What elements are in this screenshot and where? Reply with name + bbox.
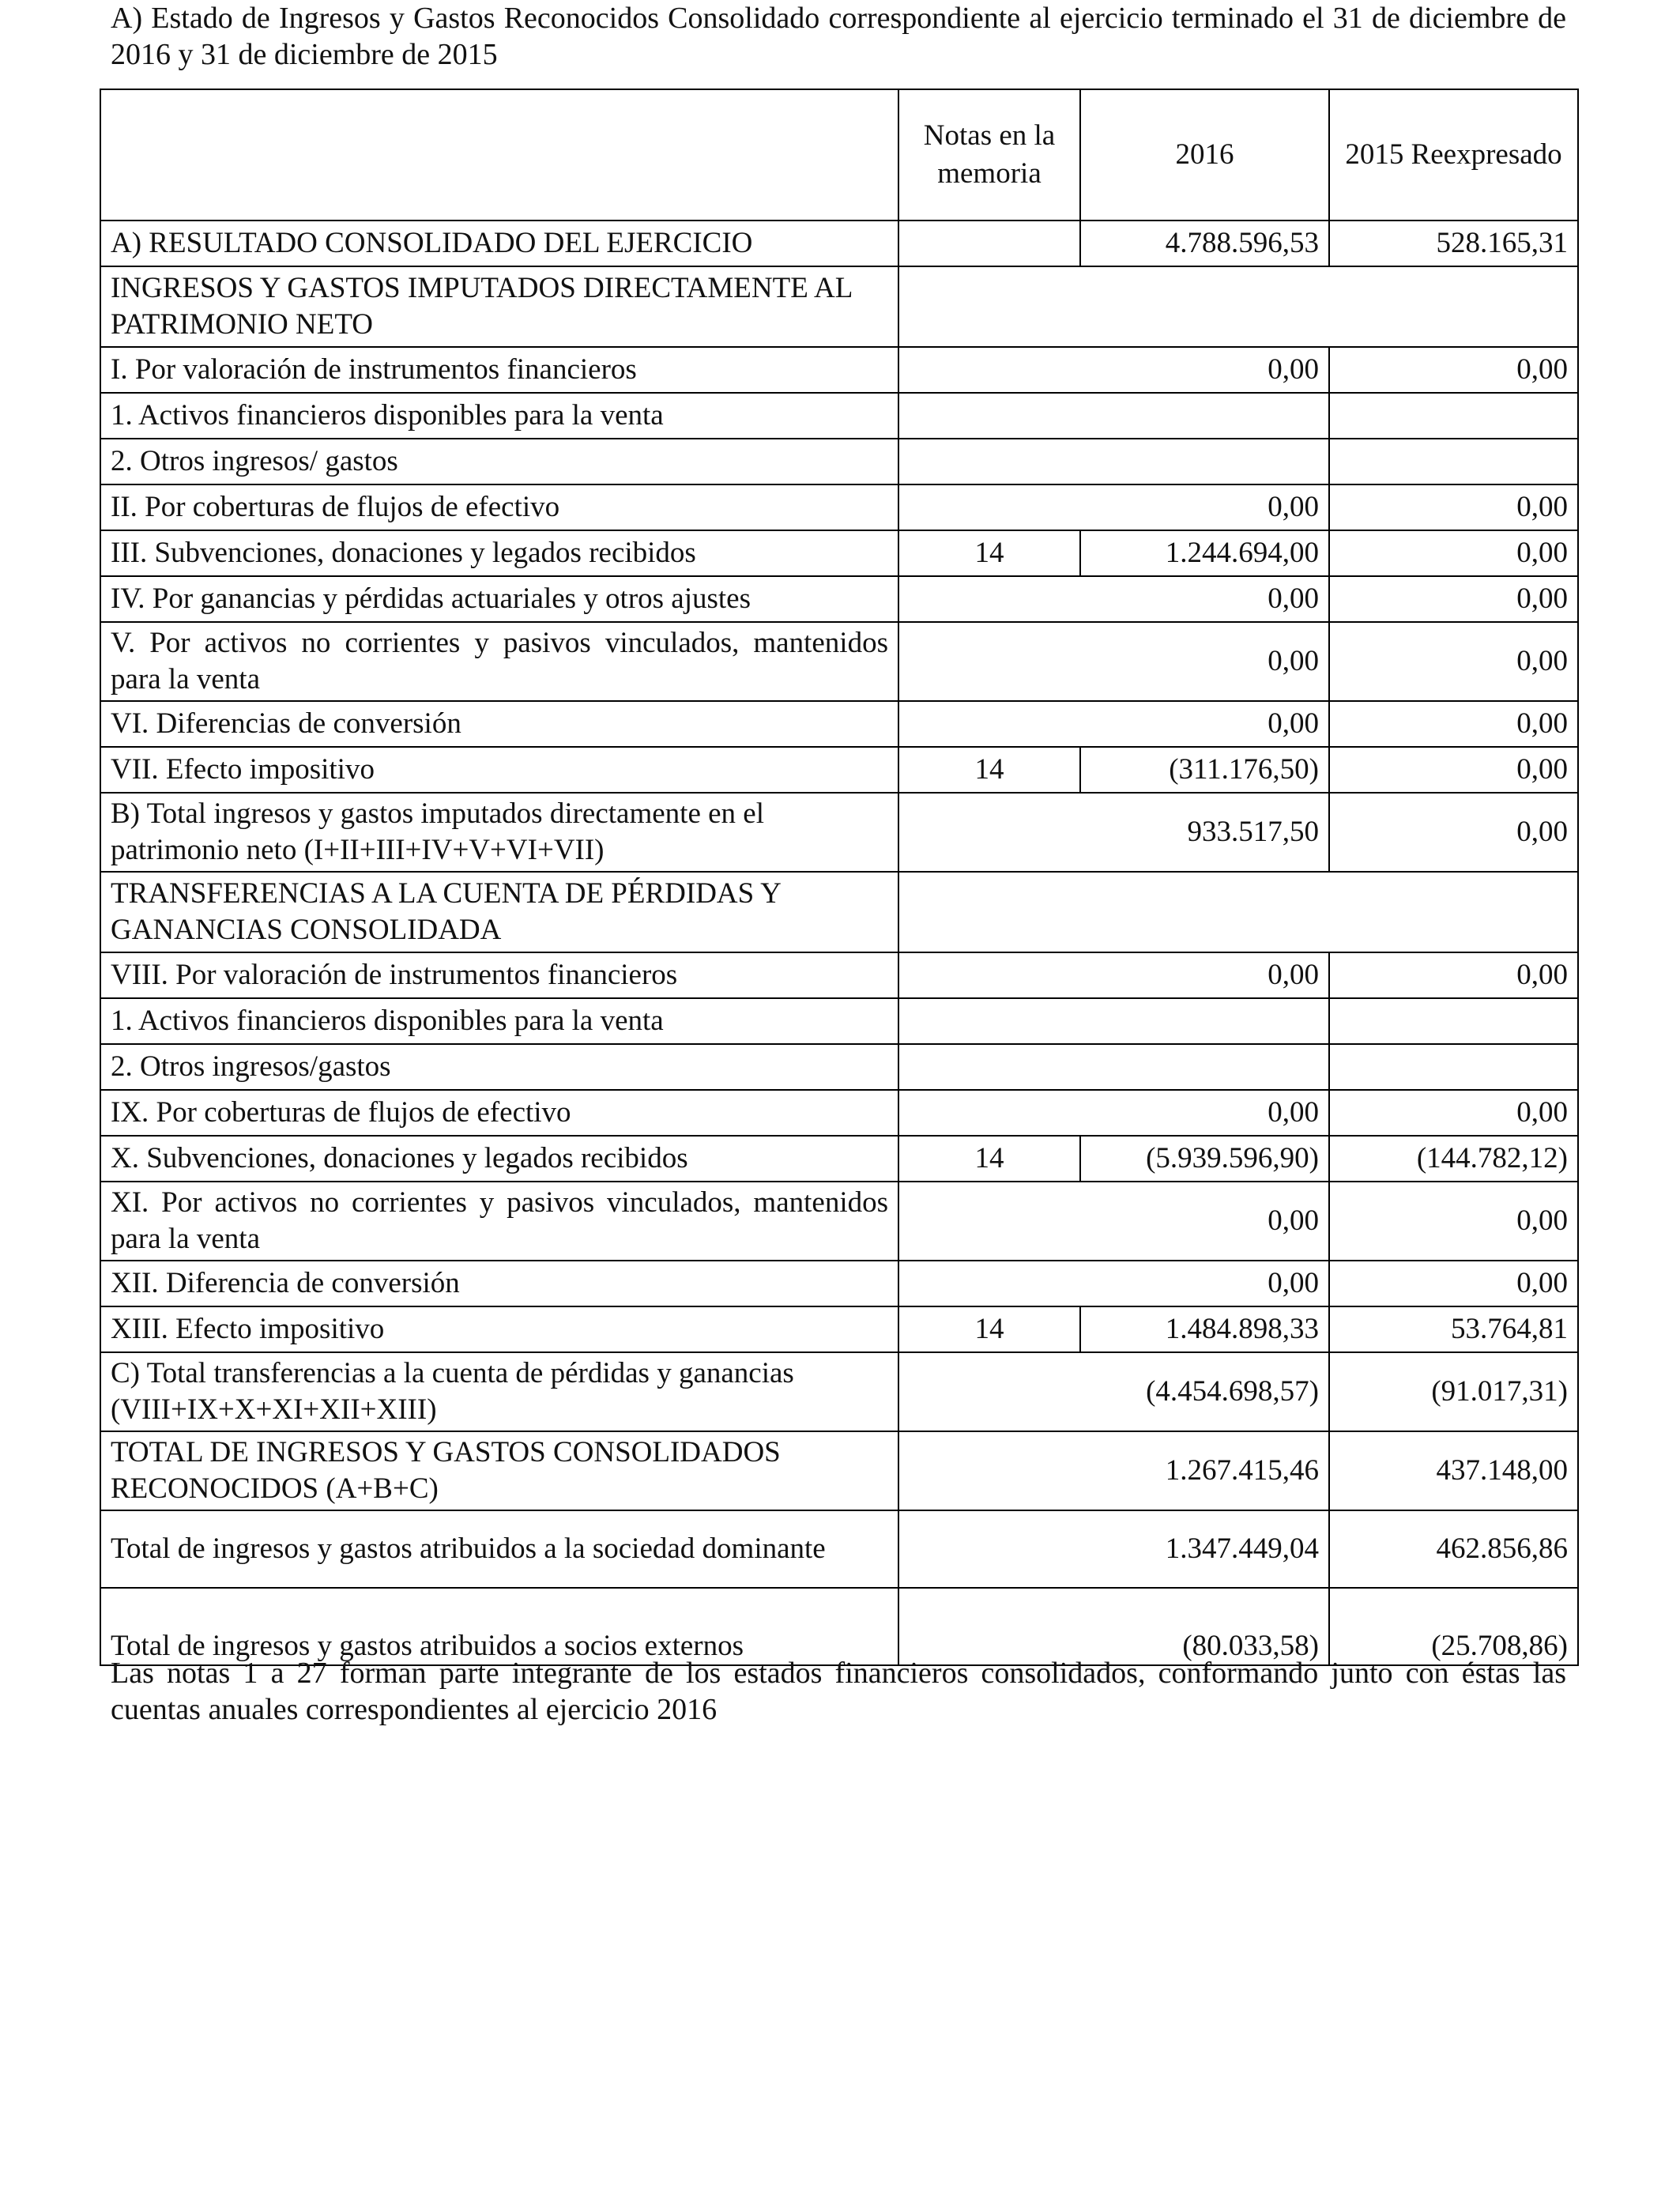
row-value-2016 [898, 439, 1329, 484]
table-row [100, 952, 1578, 998]
row-label: IX. Por coberturas de flujos de efectivo [100, 1090, 898, 1136]
row-value-2016 [898, 393, 1329, 439]
row-value-2015: (25.708,86) [1329, 1588, 1578, 1665]
table-row-total [100, 793, 1578, 872]
row-label: V. Por activos no corrientes y pasivos vinculados, mantenidos para la venta [100, 622, 898, 701]
row-value-2016: (4.454.698,57) [898, 1352, 1329, 1431]
row-value-2016: 0,00 [898, 347, 1329, 393]
header-2016: 2016 [1080, 89, 1329, 221]
row-value-2015: 0,00 [1329, 1090, 1578, 1136]
statement-title: A) Estado de Ingresos y Gastos Reconocidos Consolidado correspondiente al ejercicio terminado el 31 de diciembre de 2016 y 31 de diciembre de 2015 [111, 2, 1566, 71]
row-value-2015: 0,00 [1329, 747, 1578, 793]
table-row [100, 998, 1578, 1044]
table-row [100, 1182, 1578, 1261]
row-value-2016: (80.033,58) [898, 1588, 1329, 1665]
table-row [100, 622, 1578, 701]
row-label: XI. Por activos no corrientes y pasivos vinculados, mantenidos para la venta [100, 1182, 898, 1261]
row-label: IV. Por ganancias y pérdidas actuariales y otros ajustes [100, 576, 898, 622]
row-value-2016: (5.939.596,90) [1080, 1136, 1329, 1182]
row-nota: 14 [898, 1306, 1080, 1352]
row-value-2015: (144.782,12) [1329, 1136, 1578, 1182]
table-row-total [100, 1352, 1578, 1431]
row-nota: 14 [898, 530, 1080, 576]
table-row [100, 1261, 1578, 1306]
row-label: A) RESULTADO CONSOLIDADO DEL EJERCICIO [100, 221, 898, 266]
row-label: C) Total transferencias a la cuenta de pérdidas y ganancias (VIII+IX+X+XI+XII+XIII) [100, 1352, 898, 1431]
row-value-2015: 0,00 [1329, 622, 1578, 701]
row-label: Total de ingresos y gastos atribuidos a la sociedad dominante [100, 1510, 898, 1588]
row-value-2015: 0,00 [1329, 793, 1578, 872]
footnote: Las notas 1 a 27 forman parte integrante de los estados financieros consolidados, conformando junto con éstas las cuentas anuales correspondientes al ejercicio 2016 [111, 1657, 1566, 1726]
row-value-2015: 0,00 [1329, 1182, 1578, 1261]
row-nota: 14 [898, 747, 1080, 793]
row-label: I. Por valoración de instrumentos financieros [100, 347, 898, 393]
table-row [100, 576, 1578, 622]
row-value-2016: 0,00 [898, 1261, 1329, 1306]
table-row [100, 1588, 1578, 1665]
row-nota [898, 221, 1080, 266]
row-value-2016: 933.517,50 [898, 793, 1329, 872]
table-row [100, 1510, 1578, 1588]
table-row-grand-total [100, 1431, 1578, 1510]
row-label: XII. Diferencia de conversión [100, 1261, 898, 1306]
row-label: 2. Otros ingresos/gastos [100, 1044, 898, 1090]
row-value-2016 [898, 998, 1329, 1044]
table-row-section [100, 872, 1578, 952]
row-label: Total de ingresos y gastos atribuidos a socios externos [100, 1588, 898, 1665]
row-label: B) Total ingresos y gastos imputados directamente en el patrimonio neto (I+II+III+IV+V+VI+VII) [100, 793, 898, 872]
row-value-2015: 528.165,31 [1329, 221, 1578, 266]
table-row [100, 439, 1578, 484]
income-expense-table [100, 89, 1579, 1666]
row-value-2016: 0,00 [898, 1090, 1329, 1136]
row-value-2015: 462.856,86 [1329, 1510, 1578, 1588]
row-value-2016: 0,00 [898, 484, 1329, 530]
row-value-2016 [898, 1044, 1329, 1090]
table-row [100, 1044, 1578, 1090]
row-label: INGRESOS Y GASTOS IMPUTADOS DIRECTAMENTE AL PATRIMONIO NETO [100, 266, 898, 347]
row-value-2015 [1329, 439, 1578, 484]
row-label: VII. Efecto impositivo [100, 747, 898, 793]
row-value-2015: 0,00 [1329, 701, 1578, 747]
header-2015: 2015 Reexpresado [1329, 89, 1578, 221]
table-row-section [100, 266, 1578, 347]
row-value-2015: 0,00 [1329, 484, 1578, 530]
table-row [100, 347, 1578, 393]
table-row [100, 701, 1578, 747]
row-label: TRANSFERENCIAS A LA CUENTA DE PÉRDIDAS Y GANANCIAS CONSOLIDADA [100, 872, 898, 952]
row-value-2016: 0,00 [898, 622, 1329, 701]
row-value-2016: 0,00 [898, 576, 1329, 622]
row-value-2015: 0,00 [1329, 576, 1578, 622]
table-row [100, 1306, 1578, 1352]
row-value-2015: 0,00 [1329, 347, 1578, 393]
row-value-2016: (311.176,50) [1080, 747, 1329, 793]
row-value-2015: 0,00 [1329, 952, 1578, 998]
header-label-cell [100, 89, 898, 221]
row-label: X. Subvenciones, donaciones y legados recibidos [100, 1136, 898, 1182]
table-row [100, 484, 1578, 530]
table-row [100, 530, 1578, 576]
table-row [100, 1090, 1578, 1136]
row-value-2015 [1329, 393, 1578, 439]
row-label: II. Por coberturas de flujos de efectivo [100, 484, 898, 530]
header-notas: Notas en la memoria [898, 89, 1080, 221]
row-label: III. Subvenciones, donaciones y legados recibidos [100, 530, 898, 576]
row-empty-span [898, 872, 1578, 952]
row-value-2015: (91.017,31) [1329, 1352, 1578, 1431]
row-label: 2. Otros ingresos/ gastos [100, 439, 898, 484]
row-value-2015: 0,00 [1329, 1261, 1578, 1306]
row-value-2015 [1329, 1044, 1578, 1090]
row-label: VIII. Por valoración de instrumentos financieros [100, 952, 898, 998]
row-label: 1. Activos financieros disponibles para la venta [100, 393, 898, 439]
row-value-2016: 1.244.694,00 [1080, 530, 1329, 576]
row-label: 1. Activos financieros disponibles para la venta [100, 998, 898, 1044]
row-nota: 14 [898, 1136, 1080, 1182]
table-row [100, 1136, 1578, 1182]
row-value-2016: 1.267.415,46 [898, 1431, 1329, 1510]
table-header-row [100, 89, 1578, 221]
row-value-2015: 437.148,00 [1329, 1431, 1578, 1510]
row-label: TOTAL DE INGRESOS Y GASTOS CONSOLIDADOS RECONOCIDOS (A+B+C) [100, 1431, 898, 1510]
row-value-2016: 0,00 [898, 952, 1329, 998]
row-value-2016: 0,00 [898, 1182, 1329, 1261]
table-row [100, 393, 1578, 439]
table-row [100, 221, 1578, 266]
row-empty-span [898, 266, 1578, 347]
row-label: VI. Diferencias de conversión [100, 701, 898, 747]
row-value-2015 [1329, 998, 1578, 1044]
table-row [100, 747, 1578, 793]
row-label: XIII. Efecto impositivo [100, 1306, 898, 1352]
row-value-2015: 53.764,81 [1329, 1306, 1578, 1352]
row-value-2016: 0,00 [898, 701, 1329, 747]
row-value-2016: 1.347.449,04 [898, 1510, 1329, 1588]
row-value-2016: 4.788.596,53 [1080, 221, 1329, 266]
row-value-2015: 0,00 [1329, 530, 1578, 576]
row-value-2016: 1.484.898,33 [1080, 1306, 1329, 1352]
